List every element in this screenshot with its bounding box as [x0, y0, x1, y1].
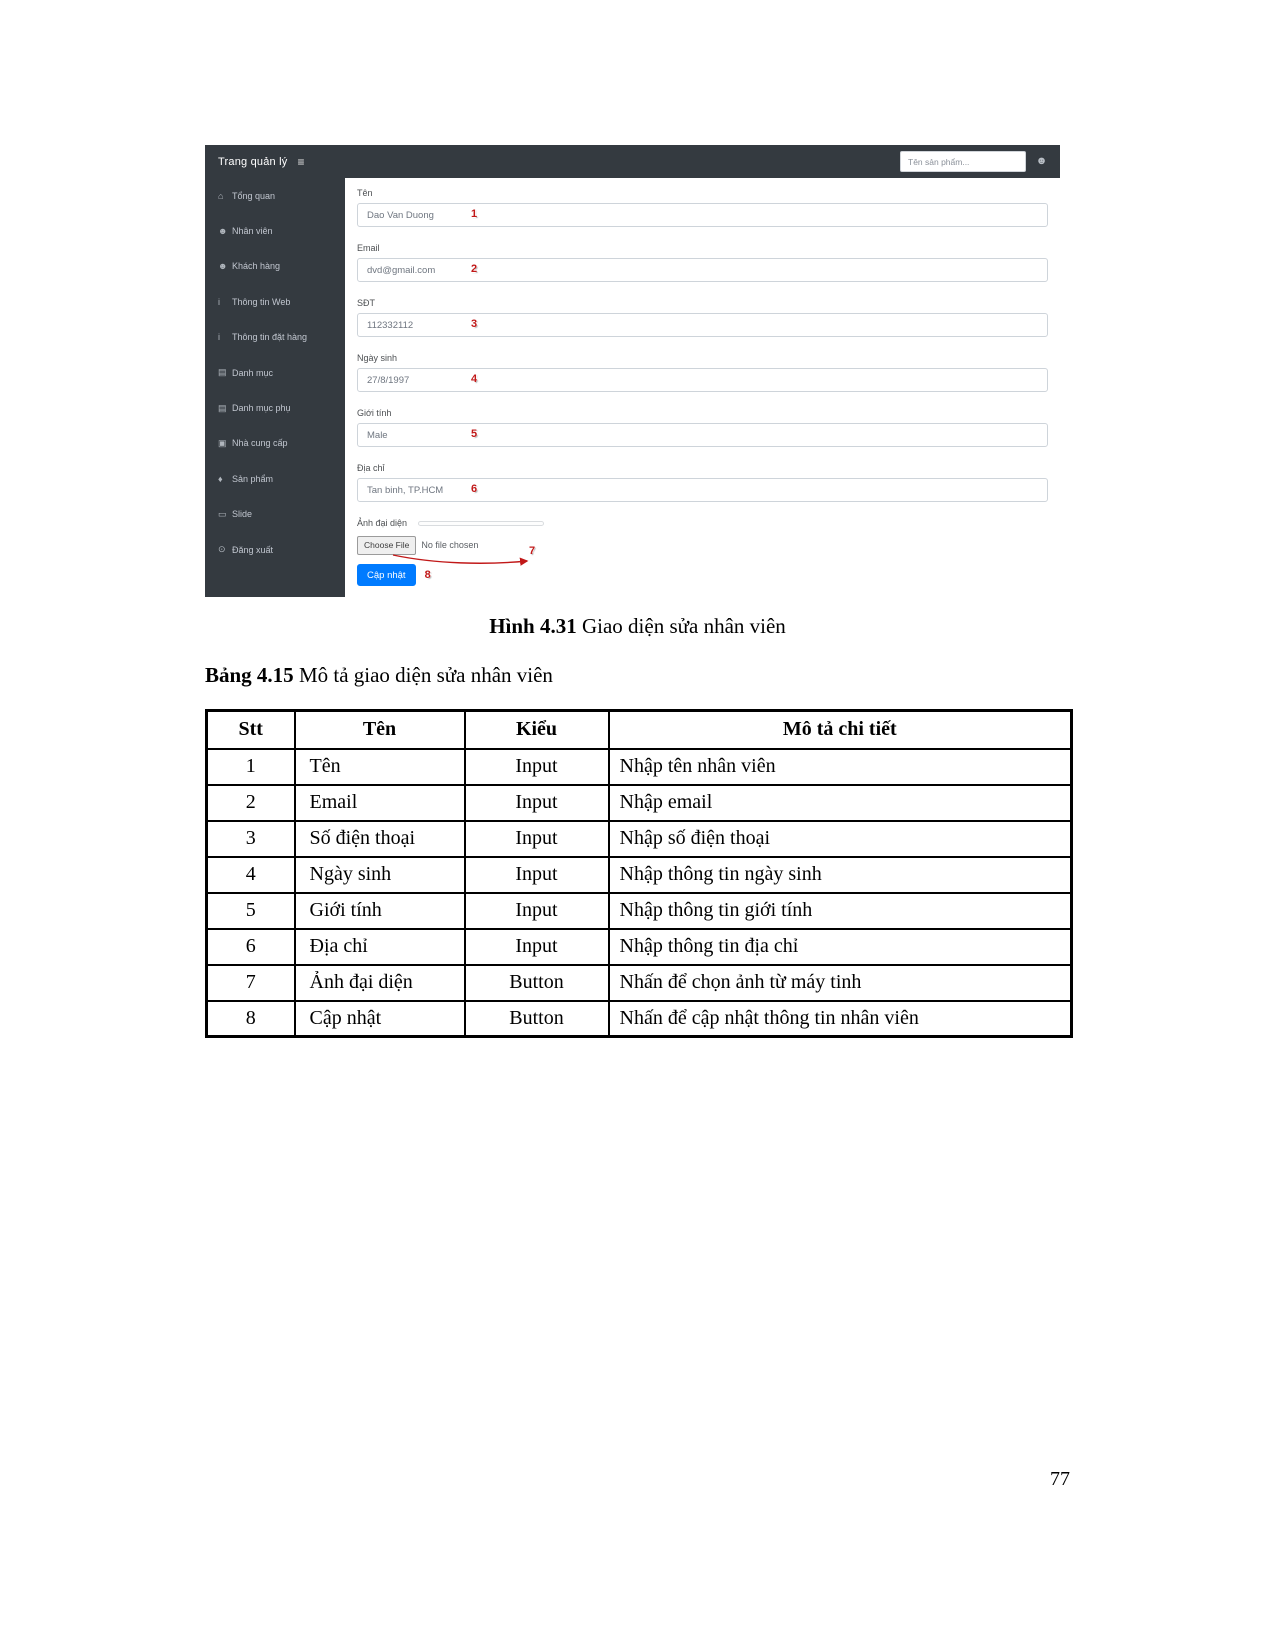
- hamburger-menu-icon[interactable]: ≡: [297, 154, 305, 169]
- admin-ui-screenshot: [205, 145, 1060, 597]
- sidebar-item-label: Sản phẩm: [232, 473, 274, 484]
- field-label: Tên: [357, 188, 373, 198]
- sidebar-item-label: Nhà cung cấp: [232, 438, 288, 449]
- update-button[interactable]: Cập nhật: [357, 564, 416, 586]
- table-cell: Ngày sinh: [295, 857, 465, 893]
- sidebar-item-10[interactable]: [205, 532, 345, 567]
- table-row: [207, 965, 1072, 1001]
- table-header-cell: Kiểu: [465, 711, 609, 749]
- table-cell: Tên: [295, 749, 465, 785]
- choose-file-button[interactable]: Choose File: [357, 536, 416, 555]
- form-field-group: [357, 241, 1060, 282]
- customers-icon: ☻: [218, 261, 228, 272]
- table-cell: 4: [207, 857, 295, 893]
- power-icon: ⊙: [218, 544, 226, 555]
- table-row: [207, 1001, 1072, 1037]
- table-header-cell: Tên: [295, 711, 465, 749]
- sidebar-item-label: Nhân viên: [232, 226, 273, 237]
- table-cell: 8: [207, 1001, 295, 1037]
- field-input[interactable]: [357, 203, 1048, 227]
- sidebar-item-0[interactable]: [205, 178, 345, 213]
- form-field-group: [357, 351, 1060, 392]
- search-input[interactable]: Tên sản phẩm...: [900, 151, 1026, 172]
- sidebar-item-4[interactable]: [205, 320, 345, 355]
- truck-icon: ▣: [218, 437, 227, 448]
- table-cell: Email: [295, 785, 465, 821]
- form-field-group: [357, 461, 1060, 502]
- table-heading-number: Bảng 4.15: [205, 663, 294, 687]
- sidebar-item-3[interactable]: [205, 284, 345, 319]
- sidebar-item-label: Thông tin Web: [232, 296, 291, 307]
- table-cell: Nhập thông tin giới tính: [609, 893, 1072, 929]
- table-cell: Button: [465, 965, 609, 1001]
- table-cell: Nhấn để cập nhật thông tin nhân viên: [609, 1001, 1072, 1037]
- table-cell: Input: [465, 749, 609, 785]
- field-value: Dao Van Duong: [367, 209, 434, 221]
- monitor-icon: ▭: [218, 508, 227, 519]
- table-cell: 2: [207, 785, 295, 821]
- field-input[interactable]: [357, 368, 1048, 392]
- annotation-badge-3: 3: [471, 318, 478, 330]
- table-cell: Giới tính: [295, 893, 465, 929]
- field-input[interactable]: [357, 423, 1048, 447]
- sidebar-item-label: Danh mục phụ: [232, 403, 291, 414]
- table-row: [207, 749, 1072, 785]
- table-cell: Input: [465, 929, 609, 965]
- table-heading-text: Mô tả giao diện sửa nhân viên: [293, 663, 553, 687]
- table-cell: Nhập thông tin địa chỉ: [609, 929, 1072, 965]
- field-label: Địa chỉ: [357, 463, 385, 473]
- field-value: 112332112: [367, 319, 414, 331]
- annotation-badge-2: 2: [471, 263, 478, 275]
- field-input[interactable]: [357, 313, 1048, 337]
- annotation-badge-7: 7: [529, 545, 536, 557]
- user-icon[interactable]: ☻: [1035, 155, 1048, 167]
- table-cell: Input: [465, 821, 609, 857]
- table-cell: 5: [207, 893, 295, 929]
- avatar-label-row: [357, 516, 1060, 530]
- sidebar-item-9[interactable]: [205, 497, 345, 532]
- form-field-group: [357, 186, 1060, 227]
- field-value: Tan binh, TP.HCM: [367, 484, 444, 496]
- app-title: Trang quản lý: [218, 155, 288, 168]
- field-label: SĐT: [357, 298, 375, 308]
- sidebar-item-1[interactable]: [205, 213, 345, 248]
- sidebar-item-label: Đăng xuất: [232, 544, 274, 555]
- figure-caption: [205, 614, 1070, 639]
- form-field-group: [357, 406, 1060, 447]
- annotation-arrow: [391, 552, 535, 570]
- table-cell: Nhập số điện thoại: [609, 821, 1072, 857]
- field-input[interactable]: [357, 478, 1048, 502]
- employee-edit-form: [345, 178, 1060, 597]
- table-cell: Input: [465, 893, 609, 929]
- table-row: [207, 929, 1072, 965]
- table-heading: [205, 663, 553, 688]
- field-value: Male: [367, 429, 388, 441]
- list-icon: ▤: [218, 402, 227, 413]
- table-cell: 6: [207, 929, 295, 965]
- table-cell: Địa chỉ: [295, 929, 465, 965]
- sidebar-item-7[interactable]: [205, 426, 345, 461]
- file-status-text: No file chosen: [421, 540, 479, 550]
- field-label: Giới tính: [357, 408, 392, 418]
- table-row: [207, 821, 1072, 857]
- table-cell: Nhập email: [609, 785, 1072, 821]
- avatar-label: Ảnh đại diện: [357, 518, 408, 528]
- table-cell: Input: [465, 857, 609, 893]
- table-cell: Nhập thông tin ngày sinh: [609, 857, 1072, 893]
- annotation-badge-1: 1: [471, 208, 478, 220]
- form-fields: [357, 186, 1060, 502]
- table-row: [207, 785, 1072, 821]
- sidebar-item-label: Khách hàng: [232, 261, 281, 272]
- table-cell: Nhập tên nhân viên: [609, 749, 1072, 785]
- table-header-cell: Stt: [207, 711, 295, 749]
- sidebar-item-label: Tổng quan: [232, 190, 276, 201]
- figure-caption-text: Giao diện sửa nhân viên: [576, 614, 786, 638]
- table-cell: 7: [207, 965, 295, 1001]
- table-cell: Input: [465, 785, 609, 821]
- field-label: Email: [357, 243, 380, 253]
- table-header-row: [207, 711, 1072, 749]
- sidebar-item-label: Slide: [232, 509, 253, 520]
- annotation-badge-6: 6: [471, 483, 478, 495]
- home-icon: ⌂: [218, 190, 224, 201]
- cubes-icon: ♦: [218, 473, 223, 484]
- sidebar-item-2[interactable]: [205, 249, 345, 284]
- form-field-group: [357, 296, 1060, 337]
- list-icon: ▤: [218, 367, 227, 378]
- table-cell: 3: [207, 821, 295, 857]
- sidebar-item-label: Thông tin đặt hàng: [232, 332, 308, 343]
- field-label: Ngày sinh: [357, 353, 398, 363]
- annotation-badge-8: 8: [424, 569, 431, 581]
- field-value: dvd@gmail.com: [367, 264, 436, 276]
- sidebar-nav: [205, 178, 345, 597]
- field-input[interactable]: [357, 258, 1048, 282]
- table-cell: Ảnh đại diện: [295, 965, 465, 1001]
- field-value: 27/8/1997: [367, 374, 410, 386]
- info-icon: i: [218, 332, 220, 343]
- top-navbar: [205, 145, 1060, 178]
- table-header-cell: Mô tả chi tiết: [609, 711, 1072, 749]
- table-cell: Button: [465, 1001, 609, 1037]
- description-table: [205, 709, 1073, 1038]
- annotation-badge-4: 4: [471, 373, 478, 385]
- avatar-progress-bar: [418, 521, 544, 526]
- figure-caption-number: Hình 4.31: [489, 614, 577, 638]
- table-cell: 1: [207, 749, 295, 785]
- table-row: [207, 857, 1072, 893]
- annotation-badge-5: 5: [471, 428, 478, 440]
- table-cell: Số điện thoại: [295, 821, 465, 857]
- page-number: 77: [1050, 1468, 1070, 1490]
- sidebar-item-5[interactable]: [205, 355, 345, 390]
- table-cell: Cập nhật: [295, 1001, 465, 1037]
- table-cell: Nhấn để chọn ảnh từ máy tinh: [609, 965, 1072, 1001]
- table-row: [207, 893, 1072, 929]
- sidebar-item-8[interactable]: [205, 461, 345, 496]
- info-icon: i: [218, 296, 220, 307]
- sidebar-item-label: Danh mục: [232, 367, 274, 378]
- users-icon: ☻: [218, 226, 228, 237]
- sidebar-item-6[interactable]: [205, 390, 345, 425]
